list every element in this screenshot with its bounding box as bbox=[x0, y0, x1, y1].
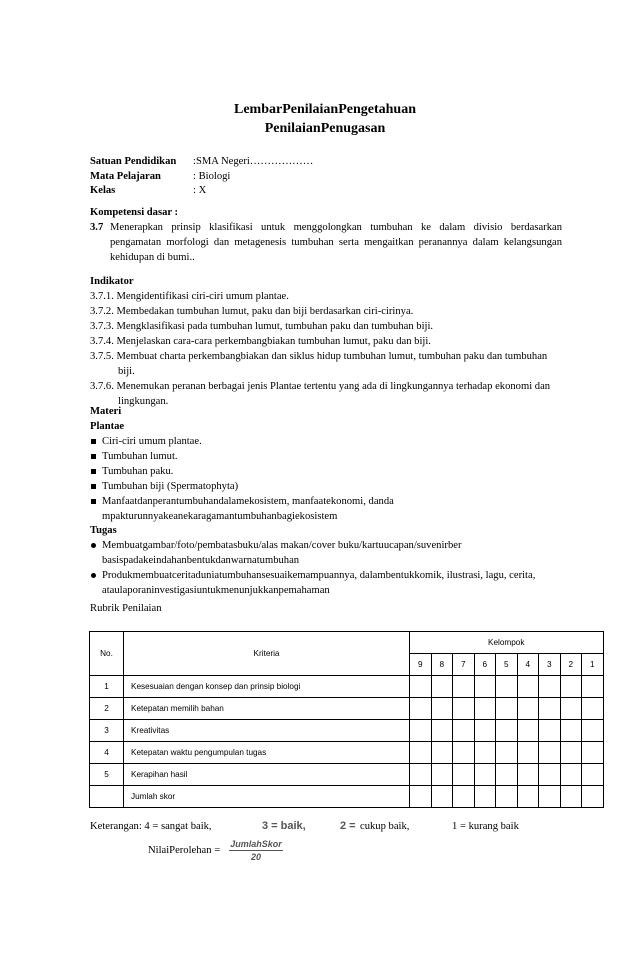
score-cell[interactable] bbox=[517, 720, 539, 742]
rating-cukup-label: 2 = bbox=[340, 820, 356, 832]
round-bullet-icon bbox=[91, 543, 96, 548]
list-item bbox=[90, 494, 402, 524]
identity-row bbox=[90, 155, 313, 170]
nilai-perolehan-label: NilaiPerolehan = bbox=[148, 845, 221, 856]
score-cell[interactable] bbox=[410, 720, 432, 742]
list-item-text: Tumbuhan lumut. bbox=[102, 451, 178, 462]
kompetensi-text: Menerapkan prinsip klasifikasi untuk menggolongkan tumbuhan ke dalam divisio berdasarkan pengamatan morfologi dan metagenesis tumbuhan serta mengaitkan peranannya dalam kelangsungan kehidupan di bumi.. bbox=[110, 222, 562, 263]
row-kriteria: Jumlah skor bbox=[124, 786, 410, 808]
square-bullet-icon bbox=[91, 484, 96, 489]
score-formula bbox=[227, 838, 285, 863]
document-title: LembarPenilaianPengetahuan bbox=[233, 102, 416, 117]
score-cell[interactable] bbox=[582, 676, 604, 698]
score-cell[interactable] bbox=[496, 764, 518, 786]
group-header: 8 bbox=[431, 654, 453, 676]
kompetensi-number: 3.7 bbox=[90, 222, 104, 233]
list-item bbox=[90, 464, 562, 479]
list-item bbox=[90, 449, 562, 464]
score-cell[interactable] bbox=[560, 720, 582, 742]
row-kriteria: Kesesuaian dengan konsep dan prinsip biologi bbox=[124, 676, 410, 698]
row-number: 2 bbox=[90, 698, 124, 720]
score-cell[interactable] bbox=[517, 786, 539, 808]
materi-subheading: Plantae bbox=[90, 421, 125, 432]
header-kriteria: Kriteria bbox=[124, 632, 410, 676]
score-cell[interactable] bbox=[453, 742, 475, 764]
list-item bbox=[90, 538, 462, 568]
square-bullet-icon bbox=[91, 469, 96, 474]
list-item-text: Membuatgambar/foto/pembatasbuku/alas makan/cover buku/kartuucapan/suvenirberbasispadakeindahanbentukdanwarnatumbuhan bbox=[102, 540, 462, 566]
formula-numerator: JumlahSkor bbox=[230, 839, 282, 849]
score-cell[interactable] bbox=[560, 698, 582, 720]
score-cell[interactable] bbox=[539, 786, 561, 808]
document-subtitle: PenilaianPenugasan bbox=[264, 121, 386, 136]
score-cell[interactable] bbox=[453, 676, 475, 698]
identity-row bbox=[90, 170, 313, 185]
row-kriteria: Kerapihan hasil bbox=[124, 764, 410, 786]
list-item bbox=[90, 434, 562, 449]
row-number: 3 bbox=[90, 720, 124, 742]
materi-list bbox=[90, 434, 562, 524]
score-cell[interactable] bbox=[474, 720, 496, 742]
score-cell[interactable] bbox=[410, 786, 432, 808]
score-cell[interactable] bbox=[431, 786, 453, 808]
group-header: 9 bbox=[410, 654, 432, 676]
list-item-text: Manfaatdanperantumbuhandalamekosistem, manfaatekonomi, dandampakturunnyakeanekaragamantumbuhanbagiekosistem bbox=[102, 496, 394, 522]
identity-value: :SMA Negeri……………… bbox=[193, 156, 314, 167]
list-item-text: Tumbuhan paku. bbox=[102, 466, 174, 477]
list-item-text: Tumbuhan biji (Spermatophyta) bbox=[102, 481, 239, 492]
rubric-table bbox=[89, 631, 604, 808]
header-kelompok: Kelompok bbox=[410, 632, 604, 654]
score-cell[interactable] bbox=[496, 720, 518, 742]
score-cell[interactable] bbox=[496, 676, 518, 698]
score-cell[interactable] bbox=[410, 742, 432, 764]
score-cell[interactable] bbox=[582, 720, 604, 742]
list-item bbox=[90, 568, 542, 598]
square-bullet-icon bbox=[91, 439, 96, 444]
score-cell[interactable] bbox=[474, 764, 496, 786]
identity-value: : Biologi bbox=[193, 170, 231, 182]
identity-row bbox=[90, 184, 313, 199]
formula-denominator: 20 bbox=[250, 852, 261, 862]
group-header: 2 bbox=[560, 654, 582, 676]
header-no: No. bbox=[90, 632, 124, 676]
row-number: 4 bbox=[90, 742, 124, 764]
list-item-text: Ciri-ciri umum plantae. bbox=[102, 436, 202, 447]
score-cell[interactable] bbox=[410, 764, 432, 786]
row-number bbox=[90, 786, 124, 808]
table-row bbox=[90, 786, 604, 808]
identity-block bbox=[90, 155, 313, 199]
round-bullet-icon bbox=[91, 573, 96, 578]
kompetensi-heading: Kompetensi dasar : bbox=[90, 207, 179, 218]
row-number: 5 bbox=[90, 764, 124, 786]
kompetensi-section bbox=[90, 205, 562, 265]
group-header: 6 bbox=[474, 654, 496, 676]
score-cell[interactable] bbox=[517, 742, 539, 764]
score-cell[interactable] bbox=[539, 698, 561, 720]
indikator-item: 3.7.2. Membedakan tumbuhan lumut, paku dan biji berdasarkan ciri-cirinya. bbox=[90, 306, 414, 317]
score-cell[interactable] bbox=[539, 676, 561, 698]
score-cell[interactable] bbox=[410, 698, 432, 720]
group-header: 5 bbox=[496, 654, 518, 676]
score-cell[interactable] bbox=[474, 698, 496, 720]
tugas-heading: Tugas bbox=[90, 525, 117, 536]
rating-baik: 3 = baik, bbox=[262, 820, 306, 832]
table-header-row bbox=[90, 632, 604, 654]
score-cell[interactable] bbox=[496, 786, 518, 808]
score-cell[interactable] bbox=[453, 720, 475, 742]
score-cell[interactable] bbox=[431, 764, 453, 786]
square-bullet-icon bbox=[91, 454, 96, 459]
score-cell[interactable] bbox=[474, 676, 496, 698]
score-cell[interactable] bbox=[453, 764, 475, 786]
identity-label: Satuan Pendidikan bbox=[90, 156, 177, 167]
group-header: 4 bbox=[517, 654, 539, 676]
score-cell[interactable] bbox=[582, 764, 604, 786]
materi-section bbox=[90, 404, 562, 524]
rubrik-heading: Rubrik Penilaian bbox=[90, 603, 162, 614]
score-cell[interactable] bbox=[560, 786, 582, 808]
tugas-section bbox=[90, 523, 562, 598]
score-cell[interactable] bbox=[496, 742, 518, 764]
group-header: 7 bbox=[453, 654, 475, 676]
group-header: 3 bbox=[539, 654, 561, 676]
score-cell[interactable] bbox=[453, 698, 475, 720]
table-row bbox=[90, 764, 604, 786]
score-cell[interactable] bbox=[474, 786, 496, 808]
score-cell[interactable] bbox=[431, 720, 453, 742]
indikator-item: 3.7.1. Mengidentifikasi ciri-ciri umum plantae. bbox=[90, 291, 289, 302]
row-kriteria: Ketepatan memilih bahan bbox=[124, 698, 410, 720]
row-kriteria: Kreativitas bbox=[124, 720, 410, 742]
indikator-item: 3.7.3. Mengklasifikasi pada tumbuhan lumut, tumbuhan paku dan tumbuhan biji. bbox=[90, 321, 434, 332]
table-row bbox=[90, 742, 604, 764]
score-cell[interactable] bbox=[431, 676, 453, 698]
row-number: 1 bbox=[90, 676, 124, 698]
score-cell[interactable] bbox=[539, 742, 561, 764]
score-cell[interactable] bbox=[474, 742, 496, 764]
score-cell[interactable] bbox=[539, 720, 561, 742]
keterangan-lead: Keterangan: 4 = sangat baik, bbox=[90, 821, 212, 832]
score-cell[interactable] bbox=[410, 676, 432, 698]
row-kriteria: Ketepatan waktu pengumpulan tugas bbox=[124, 742, 410, 764]
rating-kurang: 1 = kurang baik bbox=[452, 821, 519, 832]
score-cell[interactable] bbox=[560, 676, 582, 698]
indikator-item: 3.7.4. Menjelaskan cara-cara perkembangbiakan tumbuhan lumut, paku dan biji. bbox=[90, 336, 431, 347]
tugas-list bbox=[90, 538, 562, 598]
score-cell[interactable] bbox=[517, 698, 539, 720]
list-item bbox=[90, 479, 562, 494]
score-cell[interactable] bbox=[560, 742, 582, 764]
square-bullet-icon bbox=[91, 499, 96, 504]
score-cell[interactable] bbox=[517, 676, 539, 698]
table-row bbox=[90, 698, 604, 720]
rating-cukup-text: cukup baik, bbox=[360, 821, 410, 832]
score-cell[interactable] bbox=[560, 764, 582, 786]
materi-heading: Materi bbox=[90, 406, 122, 417]
list-item-text: Produkmembuatceritaduniatumbuhansesuaikemampuannya, dalambentukkomik, ilustrasi, lagu, cerita, ataulaporaninvestigasiuntukmenunjukkanpemahaman bbox=[102, 570, 536, 596]
indikator-item: 3.7.5. Membuat charta perkembangbiakan dan siklus hidup tumbuhan lumut, tumbuhan paku dan tumbuhan biji. bbox=[90, 351, 548, 377]
indikator-heading: Indikator bbox=[90, 276, 134, 287]
indikator-section bbox=[90, 274, 562, 409]
identity-label: Kelas bbox=[90, 185, 116, 196]
table-row bbox=[90, 676, 604, 698]
score-cell[interactable] bbox=[539, 764, 561, 786]
score-cell[interactable] bbox=[431, 742, 453, 764]
score-cell[interactable] bbox=[496, 698, 518, 720]
indikator-item: 3.7.6. Menemukan peranan berbagai jenis Plantae tertentu yang ada di lingkungannya terhadap ekonomi dan lingkungan. bbox=[90, 381, 551, 407]
identity-value: : X bbox=[193, 185, 207, 196]
score-cell[interactable] bbox=[582, 786, 604, 808]
table-row bbox=[90, 720, 604, 742]
score-cell[interactable] bbox=[582, 742, 604, 764]
score-cell[interactable] bbox=[431, 698, 453, 720]
kompetensi-text-block bbox=[90, 220, 562, 265]
score-cell[interactable] bbox=[517, 764, 539, 786]
identity-label: Mata Pelajaran bbox=[90, 170, 161, 182]
score-cell[interactable] bbox=[453, 786, 475, 808]
score-cell[interactable] bbox=[582, 698, 604, 720]
group-header: 1 bbox=[582, 654, 604, 676]
